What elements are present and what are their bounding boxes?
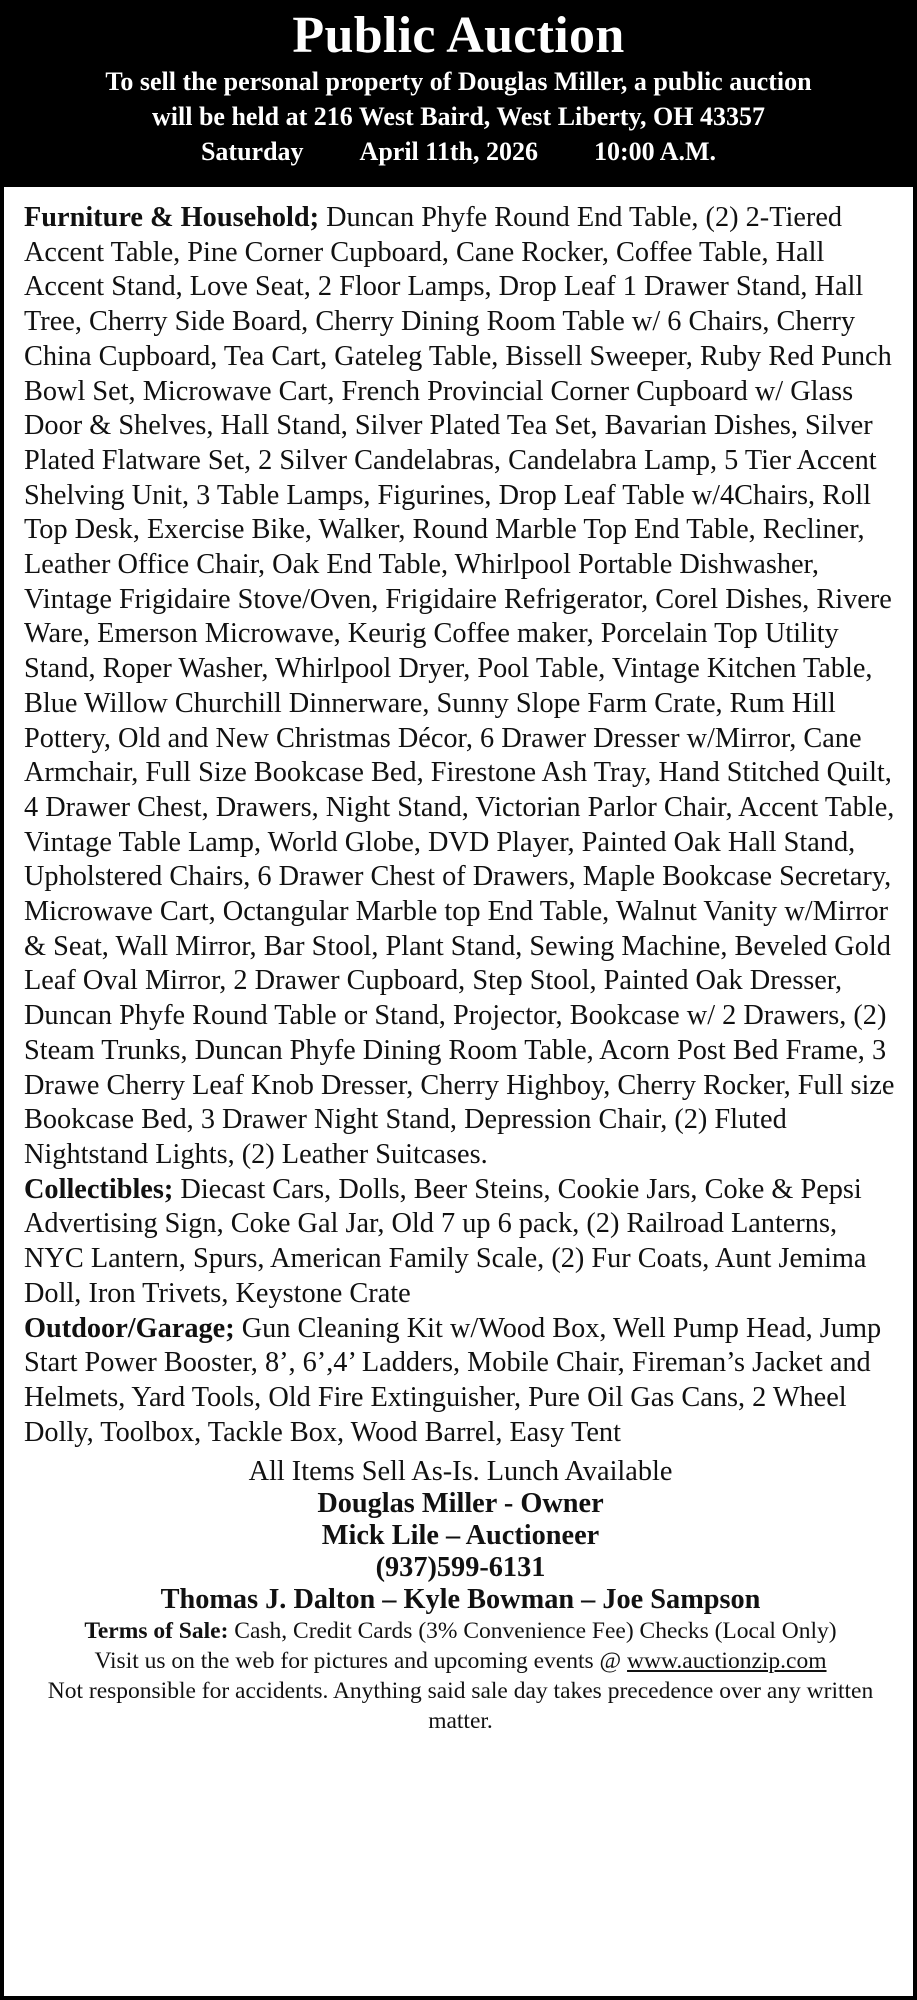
web-text: Visit us on the web for pictures and upcoming events @ (94, 1648, 628, 1675)
auctioneer-line: Mick Lile – Auctioneer (321, 1520, 600, 1552)
terms-text: Cash, Credit Cards (3% Convenience Fee) Checks (Local Only) (228, 1618, 837, 1645)
page-title: Public Auction (292, 7, 625, 64)
outdoor-items: Gun Cleaning Kit w/Wood Box, Well Pump Head, Jump Start Power Booster, 8’, 6’,4’ Ladders, Mobile Chair, Fireman’s Jacket and Helmets, Yard Tools, Old Fire Extinguisher, Pure Oil Gas Cans, 2 Wheel Dolly, Toolbox, Tackle Box, Wood Barrel, Easy Tent (24, 1312, 882, 1448)
date-line (4, 134, 913, 169)
furniture-section (24, 201, 897, 1173)
website-link[interactable]: www.auctionzip.com (627, 1648, 827, 1675)
intro-line-2: will be held at 216 West Baird, West Liberty, OH 43357 (152, 102, 765, 131)
phone-number: (937)599-6131 (375, 1552, 546, 1584)
intro-line-1: To sell the personal property of Douglas Miller, a public auction (105, 67, 812, 96)
furniture-items: Duncan Phyfe Round End Table, (2) 2-Tiered Accent Table, Pine Corner Cupboard, Cane Rocker, Coffee Table, Hall Accent Stand, Love Seat, 2 Floor Lamps, Drop Leaf 1 Drawer Stand, Hall Tree, Cherry Side Board, Cherry Dining Room Table w/ 6 Chairs, Cherry China Cupboard, Tea Cart, Gateleg Table, Bissell Sweeper, Ruby Red Punch Bowl Set, Microwave Cart, French Provincial Corner Cupboard w/ Glass Door & Shelves, Hall Stand, Silver Plated Tea Set, Bavarian Dishes, Silver Plated Flatware Set, 2 Silver Candelabras, Candelabra Lamp, 5 Tier Accent Shelving Unit, 3 Table Lamps, Figurines, Drop Leaf Table w/4Chairs, Roll Top Desk, Exercise Bike, Walker, Round Marble Top End Table, Recliner, Leather Office Chair, Oak End Table, Whirlpool Portable Dishwasher, Vintage Frigidaire Stove/Oven, Frigidaire Refrigerator, Corel Dishes, Rivere Ware, Emerson Microwave, Keurig Coffee maker, Porcelain Top Utility Stand, Roper Washer, Whirlpool Dryer, Pool Table, Vintage Kitchen Table, Blue Willow Churchill Dinnerware, Sunny Slope Farm Crate, Rum Hill Pottery, Old and New Christmas Décor, 6 Drawer Dresser w/Mirror, Cane Armchair, Full Size Bookcase Bed, Firestone Ash Tray, Hand Stitched Quilt, 4 Drawer Chest, Drawers, Night Stand, Victorian Parlor Chair, Accent Table, Vintage Table Lamp, World Globe, DVD Player, Painted Oak Hall Stand, Upholstered Chairs, 6 Drawer Chest of Drawers, Maple Bookcase Secretary, Microwave Cart, Octangular Marble top End Table, Walnut Vanity w/Mirror & Seat, Wall Mirror, Bar Stool, Plant Stand, Sewing Machine, Beveled Gold Leaf Oval Mirror, 2 Drawer Cupboard, Step Stool, Painted Oak Dresser, Duncan Phyfe Round Table or Stand, Projector, Bookcase w/ 2 Drawers, (2) Steam Trunks, Duncan Phyfe Dining Room Table, Acorn Post Bed Frame, 3 Drawe Cherry Leaf Knob Dresser, Cherry Highboy, Cherry Rocker, Full size Bookcase Bed, 3 Drawer Night Stand, Depression Chair, (2) Fluted Nightstand Lights, (2) Leather Suitcases. (24, 202, 895, 1170)
staff-line: Thomas J. Dalton – Kyle Bowman – Joe Sampson (160, 1584, 761, 1616)
listing-body (4, 187, 913, 1736)
furniture-label: Furniture & Household; (24, 202, 320, 233)
owner-line: Douglas Miller - Owner (317, 1488, 604, 1520)
collectibles-label: Collectibles; (24, 1173, 174, 1205)
auction-date: April 11th, 2026 (359, 137, 538, 166)
auction-day: Saturday (200, 137, 304, 166)
as-is-note: All Items Sell As-Is. Lunch Available (248, 1456, 673, 1488)
header-banner (4, 4, 913, 187)
disclaimer: Not responsible for accidents. Anything said sale day takes precedence over any written matter. (47, 1678, 874, 1735)
collectibles-items: Diecast Cars, Dolls, Beer Steins, Cookie Jars, Coke & Pepsi Advertising Sign, Coke Gal Jar, Old 7 up 6 pack, (2) Railroad Lanterns, NYC Lantern, Spurs, American Family Scale, (2) Fur Coats, Aunt Jemima Doll, Iron Trivets, Keystone Crate (24, 1173, 867, 1309)
terms-of-sale (24, 1616, 897, 1646)
web-line (24, 1646, 897, 1676)
footer (24, 1456, 897, 1736)
outdoor-label: Outdoor/Garage; (24, 1312, 235, 1344)
auction-time: 10:00 A.M. (593, 137, 717, 166)
terms-label: Terms of Sale: (84, 1618, 229, 1645)
outdoor-section (24, 1312, 897, 1451)
collectibles-section (24, 1173, 897, 1312)
